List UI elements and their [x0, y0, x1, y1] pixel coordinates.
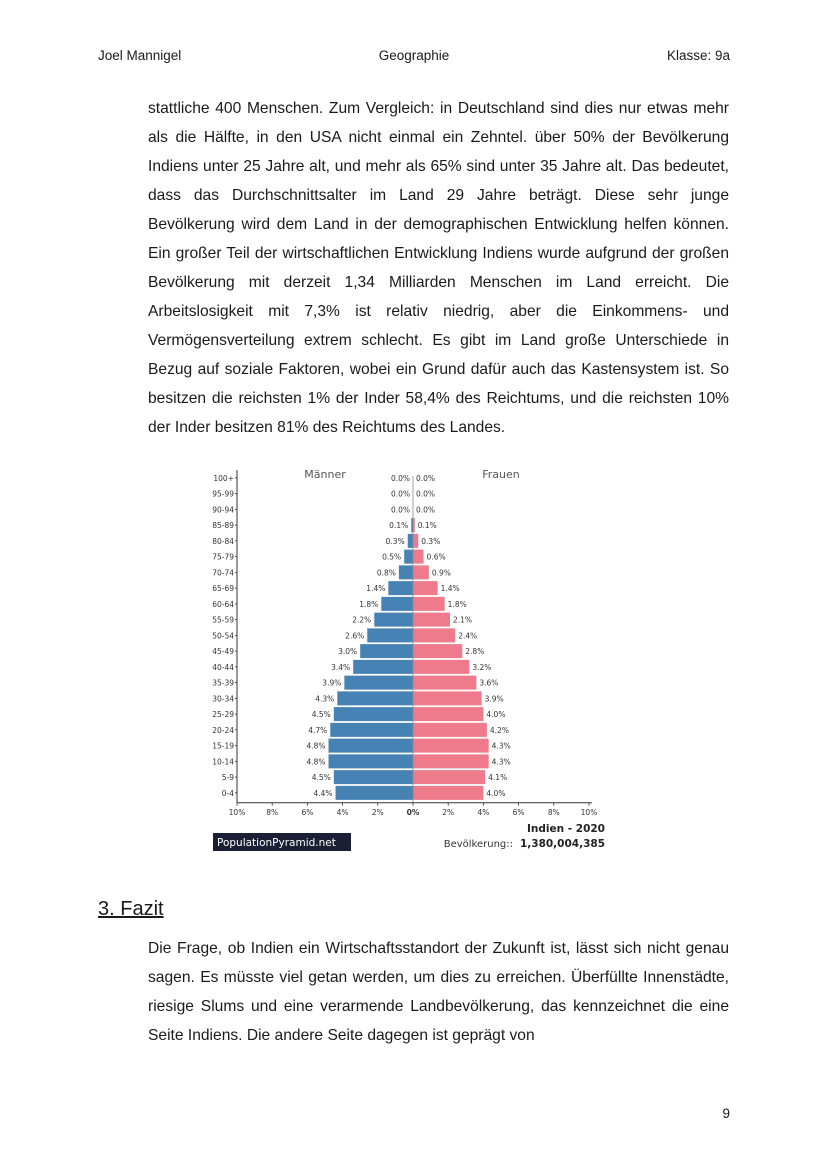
- women-bar: [413, 739, 489, 753]
- x-tick-label: 8%: [266, 807, 279, 817]
- women-bar: [413, 565, 429, 579]
- men-value-label: 4.5%: [311, 773, 331, 783]
- men-value-label: 3.0%: [338, 647, 358, 657]
- pyramid-svg: [200, 455, 620, 865]
- population-value: 1,380,004,385: [519, 838, 605, 850]
- women-value-label: 4.0%: [486, 788, 506, 798]
- men-bar: [336, 786, 413, 800]
- men-bar: [334, 770, 413, 784]
- women-value-label: 3.9%: [484, 694, 504, 704]
- x-tick-label: 4%: [477, 807, 490, 817]
- series-label-men: Männer: [304, 468, 346, 481]
- age-group-label: 45-49: [212, 647, 234, 657]
- men-value-label: 4.3%: [315, 694, 335, 704]
- men-value-label: 2.6%: [345, 631, 365, 641]
- women-value-label: 4.1%: [488, 773, 508, 783]
- men-value-label: 3.9%: [322, 678, 342, 688]
- page-header: [98, 48, 730, 68]
- men-value-label: 4.8%: [306, 757, 326, 767]
- women-value-label: 0.1%: [417, 521, 437, 531]
- women-value-label: 2.8%: [465, 647, 485, 657]
- age-group-label: 80-84: [212, 536, 234, 546]
- x-tick-label: 2%: [442, 807, 455, 817]
- men-bar: [334, 707, 413, 721]
- women-bar: [413, 691, 482, 705]
- women-bar: [413, 707, 483, 721]
- men-bar: [399, 565, 413, 579]
- women-bar: [413, 770, 485, 784]
- men-value-label: 0.0%: [390, 473, 410, 483]
- women-bar: [413, 723, 487, 737]
- age-group-label: 95-99: [212, 489, 234, 499]
- age-group-label: 30-34: [212, 694, 234, 704]
- men-value-label: 1.8%: [359, 599, 379, 609]
- x-tick-label: 6%: [512, 807, 525, 817]
- women-bar: [413, 676, 476, 690]
- men-value-label: 4.4%: [313, 788, 333, 798]
- men-bar: [367, 628, 413, 642]
- men-bar: [360, 644, 413, 658]
- men-value-label: 4.5%: [311, 710, 331, 720]
- age-group-label: 15-19: [212, 741, 234, 751]
- women-value-label: 0.9%: [431, 568, 451, 578]
- men-value-label: 0.8%: [376, 568, 396, 578]
- x-tick-label: 0%: [406, 807, 420, 817]
- women-bar: [413, 628, 455, 642]
- women-value-label: 1.4%: [440, 584, 460, 594]
- men-bar: [381, 597, 413, 611]
- source-label: PopulationPyramid.net: [217, 837, 336, 849]
- x-tick-label: 6%: [301, 807, 314, 817]
- men-value-label: 3.4%: [331, 662, 351, 672]
- women-value-label: 2.4%: [458, 631, 478, 641]
- men-value-label: 4.8%: [306, 741, 326, 751]
- women-value-label: 3.2%: [472, 662, 492, 672]
- women-value-label: 4.3%: [491, 741, 511, 751]
- men-bar: [329, 739, 413, 753]
- women-bar: [413, 754, 489, 768]
- women-value-label: 2.1%: [452, 615, 473, 625]
- men-value-label: 2.2%: [352, 615, 372, 625]
- age-group-label: 35-39: [212, 678, 234, 688]
- age-group-label: 100+: [213, 473, 234, 483]
- men-value-label: 0.0%: [390, 489, 410, 499]
- age-group-label: 25-29: [212, 710, 234, 720]
- women-bar: [413, 644, 462, 658]
- women-bar: [413, 581, 438, 595]
- age-group-label: 5-9: [221, 773, 234, 783]
- age-group-label: 90-94: [212, 505, 234, 515]
- age-group-label: 55-59: [212, 615, 234, 625]
- women-value-label: 4.0%: [486, 710, 506, 720]
- country-year-label: Indien - 2020: [527, 823, 605, 835]
- age-group-label: 0-4: [221, 788, 234, 798]
- age-group-label: 65-69: [212, 584, 234, 594]
- x-tick-label: 10%: [228, 807, 246, 817]
- age-group-label: 70-74: [212, 568, 234, 578]
- women-bar: [413, 534, 418, 548]
- conclusion-paragraph: Die Frage, ob Indien ein Wirtschaftsstandort der Zukunft ist, lässt sich nicht genau sagen. Es müsste viel getan werden, um dies zu erreichen. Überfüllte Innenstädte, riesige Slums und eine verarmende Landbevölkerung, das kennzeichnet die eine Seite Indiens. Die andere Seite dagegen ist geprägt von: [148, 940, 729, 1044]
- women-bar: [413, 660, 469, 674]
- age-group-label: 85-89: [212, 521, 234, 531]
- men-bar: [330, 723, 413, 737]
- population-pyramid-chart: [200, 455, 620, 865]
- section-heading: 3. Fazit: [98, 898, 164, 920]
- men-value-label: 1.4%: [366, 584, 386, 594]
- men-bar: [388, 581, 413, 595]
- women-bar: [413, 597, 445, 611]
- x-tick-label: 8%: [547, 807, 560, 817]
- subject-title: Geographie: [378, 48, 450, 63]
- men-value-label: 4.7%: [308, 725, 328, 735]
- population-label: Bevölkerung::: [443, 839, 513, 850]
- men-bar: [337, 691, 413, 705]
- x-tick-label: 4%: [336, 807, 349, 817]
- women-value-label: 4.2%: [489, 725, 509, 735]
- women-value-label: 0.6%: [426, 552, 446, 562]
- age-group-label: 20-24: [212, 725, 234, 735]
- women-bar: [413, 613, 450, 627]
- x-tick-label: 2%: [371, 807, 384, 817]
- women-value-label: 4.3%: [491, 757, 511, 767]
- x-tick-label: 10%: [580, 807, 598, 817]
- women-value-label: 0.3%: [421, 536, 441, 546]
- men-bar: [329, 754, 413, 768]
- men-value-label: 0.0%: [390, 505, 410, 515]
- author-name: Joel Mannigel: [98, 48, 182, 63]
- age-group-label: 75-79: [212, 552, 234, 562]
- men-bar: [344, 676, 413, 690]
- women-value-label: 1.8%: [447, 599, 467, 609]
- age-group-label: 60-64: [212, 599, 234, 609]
- page-number: 9: [722, 1106, 730, 1121]
- women-value-label: 0.0%: [416, 489, 436, 499]
- men-value-label: 0.5%: [382, 552, 402, 562]
- men-value-label: 0.1%: [389, 521, 409, 531]
- women-bar: [413, 550, 424, 564]
- women-value-label: 0.0%: [416, 473, 436, 483]
- body-paragraph: stattliche 400 Menschen. Zum Vergleich: in Deutschland sind dies nur etwas mehr als die Hälfte, in den USA nicht einmal ein Zehntel. über 50% der Bevölkerung Indiens unter 25 Jahre alt, und mehr als 65% sind unter 35 Jahre alt. Das bedeutet, dass das Durchschnittsalter im Land 29 Jahre beträgt. Diese sehr junge Bevölkerung wird dem Land in der demographischen Entwicklung helfen können. Ein großer Teil der wirtschaftlichen Entwicklung Indiens wurde aufgrund der großen Bevölkerung mit derzeit 1,34 Milliarden Menschen im Land erreicht. Die Arbeitslosigkeit mit 7,3% ist relativ niedrig, aber die Einkommens- und Vermögensverteilung extrem schlecht. Es gibt im Land große Unterschiede in Bezug auf soziale Faktoren, wobei ein Grund dafür auch das Kastensystem ist. So besitzen die reichsten 1% der Inder 58,4% des Reichtums, und die reichsten 10% der Inder besitzen 81% des Reichtums des Landes.: [148, 100, 729, 436]
- class-label: Klasse: 9a: [666, 48, 730, 63]
- men-bar: [404, 550, 413, 564]
- series-label-women: Frauen: [482, 468, 520, 481]
- men-bar: [408, 534, 413, 548]
- men-value-label: 0.3%: [385, 536, 405, 546]
- men-bar: [374, 613, 413, 627]
- women-value-label: 0.0%: [416, 505, 436, 515]
- women-bar: [413, 786, 483, 800]
- age-group-label: 40-44: [212, 662, 234, 672]
- men-bar: [353, 660, 413, 674]
- women-value-label: 3.6%: [479, 678, 499, 688]
- age-group-label: 50-54: [212, 631, 234, 641]
- age-group-label: 10-14: [212, 757, 234, 767]
